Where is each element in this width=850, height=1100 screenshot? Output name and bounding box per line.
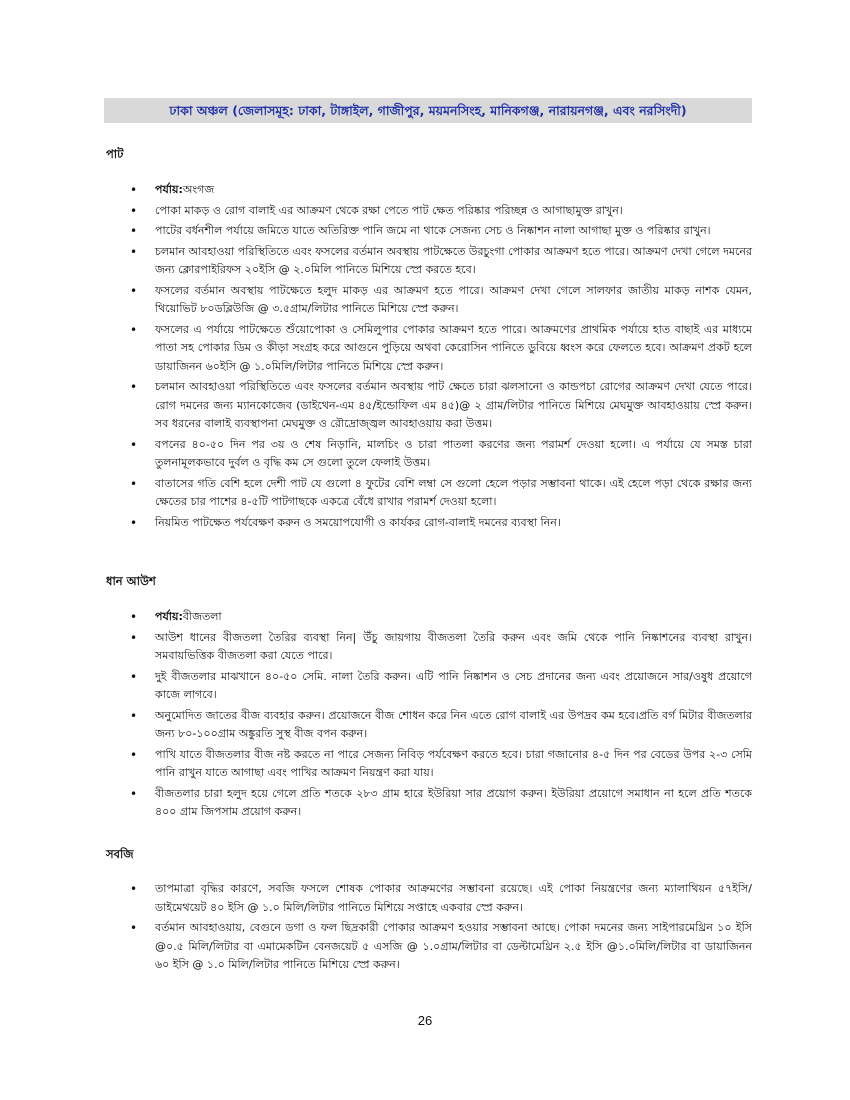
- list-item: • আউশ ধানের বীজতলা তৈরির ব্যবস্থা নিন| উঁচু জায়গায় বীজতলা তৈরি করুন এবং জমি থেকে পানি নিষ্কাশনের ব্যবস্থা রাখুন। সমবায়ভিত্তিক বীজতলা করা যেতে পারে।: [130, 629, 752, 666]
- section-title-aus-rice: ধান আউশ: [106, 574, 156, 588]
- page-number: 26: [417, 1013, 433, 1028]
- list-item: • পাটের বর্ধনশীল পর্যায়ে জমিতে যাতে অতিরিক্ত পানি জমে না থাকে সেজন্য সেচ ও নিষ্কাশন নালা আগাছা মুক্ত ও পরিষ্কার রাখুন।: [130, 222, 752, 241]
- list-item: • দুই বীজতলার মাঝখানে ৪০-৫০ সেমি. নালা তৈরি করুন। এটি পানি নিষ্কাশন ও সেচ প্রদানের জন্য এবং প্রয়োজনে সার/ওষুধ প্রয়োগে কাজে লাগবে।: [130, 668, 752, 705]
- stage-label: পর্যায়:: [155, 610, 183, 623]
- list-item: • বপনের ৪০-৫০ দিন পর ৩য় ও শেষ নিড়ানি, মালচিং ও চারা পাতলা করণের জন্য পরামর্শ দেওয়া হলো। এ পর্যায়ে যে সমস্ত চারা তুলনামূলকভাবে দুর্বল ও বৃদ্ধি কম সে গুলো তুলে ফেলাই উত্তম।: [130, 436, 752, 473]
- jute-advice-list: [130, 181, 752, 534]
- stage-label: পর্যায়:: [155, 183, 183, 196]
- list-item: • বাতাসের গতি বেশি হলে দেশী পাট যে গুলো ৪ ফুটের বেশি লম্বা সে গুলো হেলে পড়ার সম্ভাবনা থাকে। এই হেলে পড়া থেকে রক্ষার জন্য ক্ষেতের চার পাশের ৪-৫টি পাটগাছকে একত্রে বেঁধে রাখার পরামর্শ দেওয়া হলো।: [130, 475, 752, 512]
- list-item: • চলমান আবহাওয়া পরিস্থিতিতে এবং ফসলের বর্তমান অবস্থায় পাটক্ষেতে উরচুংগা পোকার আক্রমণ হতে পারে। আক্রমণ দেখা গেলে দমনের জন্য ক্লোরপাইরিফস ২০ইসি @ ২.০মিলি পানিতে মিশিয়ে স্প্রে করতে হবে।: [130, 243, 752, 280]
- stage-value: বীজতলা: [182, 610, 222, 623]
- list-item: • চলমান আবহাওয়া পরিস্থিতিতে এবং ফসলের বর্তমান অবস্থায় পাট ক্ষেতে চারা ঝলসানো ও কান্ডপচা রোগের আক্রমণ দেখা যেতে পারে। রোগ দমনের জন্য ম্যানকোজেব (ডাইথেন-এম ৪৫/ইন্ডোফিল এম ৪৫)@ ২ গ্রাম/লিটার পানিতে মিশিয়ে মেঘমুক্ত আবহাওয়ায় স্প্রে করুন। সব ধরনের বালাই ব্যবস্থাপনা মেঘমুক্ত ও রৌদ্রোজ্জ্বল আবহাওয়ায় করা উত্তম।: [130, 378, 752, 434]
- list-item: • অনুমোদিত জাতের বীজ ব্যবহার করুন। প্রয়োজনে বীজ শোধন করে নিন এতে রোগ বালাই এর উপদ্রব কম হবে।প্রতি বর্গ মিটার বীজতলার জন্য ৮০-১০০গ্রাম অঙ্কুরতি সুস্থ বীজ বপন করুন।: [130, 707, 752, 744]
- list-item: • ফসলের এ পর্যায়ে পাটক্ষেতে শুঁয়োপোকা ও সেমিলুপার পোকার আক্রমণ হতে পারে। আক্রমণের প্রাথমিক পর্যায়ে হাত বাছাই এর মাধ্যমে পাতা সহ পোকার ডিম ও কীড়া সংগ্রহ করে আগুনে পুড়িয়ে অথবা কেরোসিন পানিতে ডুবিয়ে ধ্বংস করে ফেলতে হবে। আক্রমণ প্রকট হলে ডায়াজিনন ৬০ইসি @ ১.০মিলি/লিটার পানিতে মিশিয়ে স্প্রে করুন।: [130, 321, 752, 377]
- section-title-vegetables: সবজি: [106, 847, 134, 861]
- aus-rice-advice-list: [130, 608, 752, 824]
- list-item: • পাখি যাতে বীজতলার বীজ নষ্ট করতে না পারে সেজন্য নিবিড় পর্যবেক্ষণ করতে হবে। চারা গজানোর ৪-৫ দিন পর বেডের উপর ২-৩ সেমি পানি রাখুন যাতে আগাছা এবং পাখির আক্রমণ নিয়ন্ত্রণ করা যায়।: [130, 746, 752, 783]
- list-item: • নিয়মিত পাটক্ষেত পর্যবেক্ষণ করুন ও সময়োপযোগী ও কার্যকর রোগ-বালাই দমনের ব্যবস্থা নিন।: [130, 514, 752, 533]
- section-title-jute: পাট: [106, 147, 124, 161]
- list-item-stage: [130, 181, 752, 200]
- list-item: • পোকা মাকড় ও রোগ বালাই এর আক্রমণ থেকে রক্ষা পেতে পাট ক্ষেত পরিষ্কার পরিচ্ছন্ন ও আগাছামুক্ত রাখুন।: [130, 202, 752, 221]
- stage-value: অংগজ: [182, 183, 215, 196]
- list-item: • ফসলের বর্তমান অবস্থায় পাটক্ষেতে হলুদ মাকড় এর আক্রমণ হতে পারে। আক্রমণ দেখা গেলে সালফার জাতীয় মাকড় নাশক যেমন, থিয়োভিট ৮০ডব্লিউজি @ ৩.৫গ্রাম/লিটার পানিতে মিশিয়ে স্প্রে করুন।: [130, 282, 752, 319]
- region-header: ঢাকা অঞ্চল (জেলাসমূহ: ঢাকা, টাঙ্গাইল, গাজীপুর, ময়মনসিংহ, মানিকগঞ্জ, নারায়নগঞ্জ, এবং নরসিংদী): [104, 98, 752, 123]
- list-item-stage: [130, 608, 752, 627]
- vegetables-advice-list: [130, 880, 752, 977]
- list-item: • তাপমাত্রা বৃদ্ধির কারণে, সবজি ফসলে শোষক পোকার আক্রমণের সম্ভাবনা রয়েছে। এই পোকা নিয়ন্ত্রণের জন্য ম্যালাথিয়ন ৫৭ইসি/ডাইমেথয়েট ৪০ ইসি @ ১.০ মিলি/লিটার পানিতে মিশিয়ে সপ্তাহে একবার স্প্রে করুন।: [130, 880, 752, 917]
- list-item: • বীজতলার চারা হলুদ হয়ে গেলে প্রতি শতকে ২৮৩ গ্রাম হারে ইউরিয়া সার প্রয়োগ করুন। ইউরিয়া প্রয়োগে সমাধান না হলে প্রতি শতকে ৪০০ গ্রাম জিপসাম প্রয়োগ করুন।: [130, 785, 752, 822]
- list-item: • বর্তমান আবহাওয়ায়, বেগুনে ডগা ও ফল ছিদ্রকারী পোকার আক্রমণ হওয়ার সম্ভাবনা আছে। পোকা দমনের জন্য সাইপারমেথ্রিন ১০ ইসি @০.৫ মিলি/লিটার বা এমামেকটিন বেনজয়েট ৫ এসজি @ ১.০গ্রাম/লিটার বা ডেল্টামেথ্রিন ২.৫ ইসি @১.০মিলি/লিটার বা ডায়াজিনন ৬০ ইসি @ ১.০ মিলি/লিটার পানিতে মিশিয়ে স্প্রে করুন।: [130, 919, 752, 975]
